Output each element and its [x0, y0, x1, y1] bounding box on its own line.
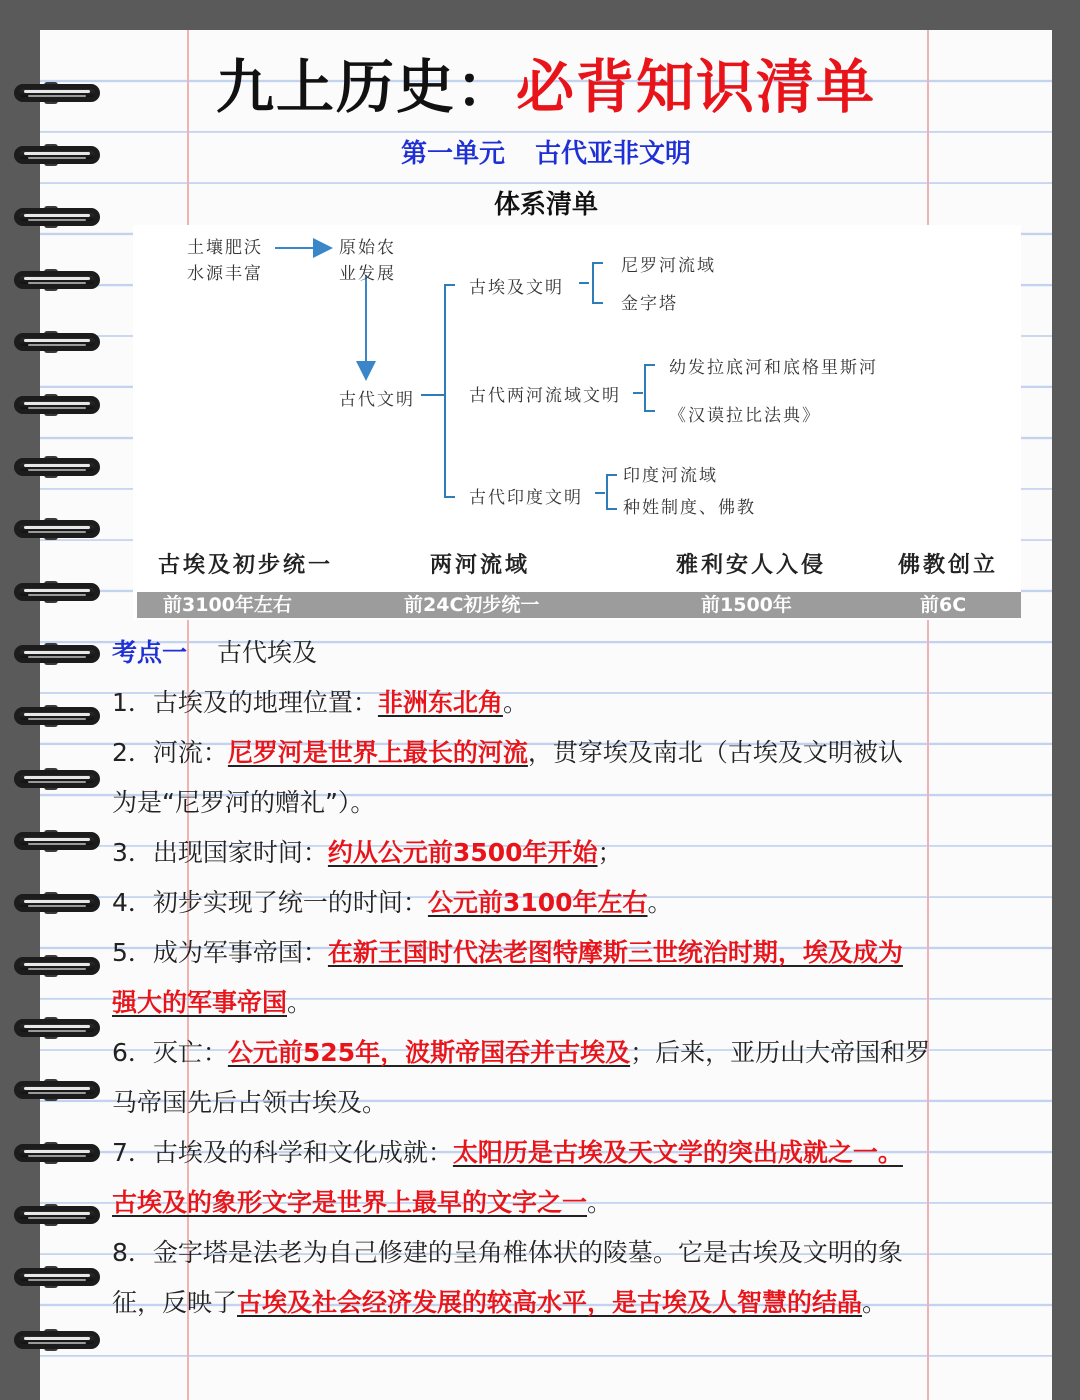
knowledge-line [112, 1030, 1042, 1080]
knowledge-line [112, 980, 1042, 1030]
line-text: 。 [287, 988, 313, 1017]
line-text: 6．灭亡： [112, 1038, 228, 1067]
line-text: 8．金字塔是法老为自己修建的呈角椎体状的陵墓。它是古埃及文明的象 [112, 1238, 903, 1267]
bracket-civilizations [445, 285, 455, 497]
highlighted-answer: 公元前3100年左右 [427, 888, 648, 917]
line-text: ；后来，亚历山大帝国和罗 [630, 1038, 931, 1067]
bracket-mesopotamia [645, 365, 655, 411]
binding-ring [14, 826, 100, 856]
binding-ring [14, 265, 100, 295]
kaodian-label: 考点一 [112, 638, 188, 667]
india-item-2: 种姓制度、佛教 [623, 498, 756, 518]
binding-ring [14, 1200, 100, 1230]
cause-line-2: 水源丰富 [187, 264, 263, 284]
line-text: 。 [647, 888, 673, 917]
highlighted-answer: 太阳历是古埃及天文学的突出成就之一。 [452, 1138, 903, 1167]
binding-ring [14, 1075, 100, 1105]
binding-ring [14, 639, 100, 669]
highlighted-answer: 强大的军事帝国 [112, 988, 288, 1017]
knowledge-line [112, 680, 1042, 730]
knowledge-line [112, 830, 1042, 880]
bracket-egypt [593, 263, 603, 303]
mesopotamia-item-1: 幼发拉底河和底格里斯河 [669, 358, 878, 378]
binding-ring [14, 514, 100, 544]
binding-ring [14, 888, 100, 918]
branch-egypt: 古埃及文明 [469, 278, 564, 298]
binding-ring [14, 327, 100, 357]
highlighted-answer: 古埃及社会经济发展的较高水平，是古埃及人智慧的结晶 [237, 1288, 863, 1317]
knowledge-line [112, 1230, 1042, 1280]
knowledge-line [112, 880, 1042, 930]
line-text: 2．河流： [112, 738, 228, 767]
highlighted-answer: 非洲东北角 [377, 688, 503, 717]
knowledge-line [112, 1280, 1042, 1330]
line-text: 。 [587, 1188, 613, 1217]
binding-ring [14, 390, 100, 420]
line-text: 5．成为军事帝国： [112, 938, 328, 967]
highlighted-answer: 约从公元前3500年开始 [327, 838, 598, 867]
knowledge-line [112, 1180, 1042, 1230]
timeline-date-2: 前24C初步统一 [404, 594, 540, 616]
highlighted-answer: 古埃及的象形文字是世界上最早的文字之一 [112, 1188, 588, 1217]
india-item-1: 印度河流域 [623, 466, 718, 486]
line-text: ，贯穿埃及南北（古埃及文明被认 [527, 738, 903, 767]
binding-ring [14, 1013, 100, 1043]
unit-heading: 第一单元 古代亚非文明 [400, 139, 692, 169]
timeline-date-4: 前6C [920, 594, 967, 616]
binding-ring [14, 951, 100, 981]
highlighted-answer: 在新王国时代法老图特摩斯三世统治时期，埃及成为 [327, 938, 903, 967]
egypt-item-1: 尼罗河流域 [621, 256, 716, 276]
bracket-india [607, 475, 617, 509]
agri-line-1: 原始农 [339, 238, 396, 258]
binding-ring [14, 1262, 100, 1292]
timeline-event-3: 雅利安人入侵 [676, 552, 827, 578]
timeline-event-1: 古埃及初步统一 [158, 552, 334, 578]
knowledge-line [112, 1130, 1042, 1180]
highlighted-answer: 尼罗河是世界上最长的河流 [227, 738, 528, 767]
timeline-event-2: 两河流域 [430, 552, 531, 578]
knowledge-line [112, 730, 1042, 780]
knowledge-line [112, 780, 1042, 830]
knowledge-line [112, 930, 1042, 980]
line-text: ； [597, 838, 623, 867]
timeline-date-1: 前3100年左右 [163, 594, 292, 616]
line-text: 马帝国先后占领古埃及。 [112, 1088, 388, 1117]
line-text: 4．初步实现了统一的时间： [112, 888, 428, 917]
branch-india: 古代印度文明 [469, 488, 583, 508]
binding-ring [14, 764, 100, 794]
knowledge-line [112, 1080, 1042, 1130]
timeline-event-4: 佛教创立 [898, 552, 999, 578]
line-text: 1．古埃及的地理位置： [112, 688, 378, 717]
kaodian-topic: 古代埃及 [217, 638, 318, 667]
line-text: 。 [862, 1288, 888, 1317]
line-text: 。 [502, 688, 528, 717]
root-civilization: 古代文明 [339, 390, 415, 410]
branch-mesopotamia: 古代两河流域文明 [469, 386, 621, 406]
timeline-date-3: 前1500年 [701, 594, 792, 616]
highlighted-answer: 公元前525年，波斯帝国吞并古埃及 [227, 1038, 631, 1067]
kaodian-heading [112, 630, 1042, 680]
agri-line-2: 业发展 [339, 264, 396, 284]
system-list-heading: 体系清单 [493, 190, 598, 220]
binding-ring [14, 701, 100, 731]
line-text: 7．古埃及的科学和文化成就： [112, 1138, 453, 1167]
binding-ring [14, 1325, 100, 1355]
binding-ring [14, 577, 100, 607]
knowledge-points [112, 630, 1042, 1330]
line-text: 3．出现国家时间： [112, 838, 328, 867]
egypt-item-2: 金字塔 [621, 294, 678, 314]
mesopotamia-item-2: 《汉谟拉比法典》 [669, 406, 821, 426]
binding-ring [14, 452, 100, 482]
page-title: 九上历史：必背知识清单 [215, 53, 877, 121]
line-text: 征，反映了 [112, 1288, 238, 1317]
binding-ring [14, 1138, 100, 1168]
line-text: 为是“尼罗河的赠礼”）。 [112, 788, 376, 817]
cause-line-1: 土壤肥沃 [187, 238, 263, 258]
